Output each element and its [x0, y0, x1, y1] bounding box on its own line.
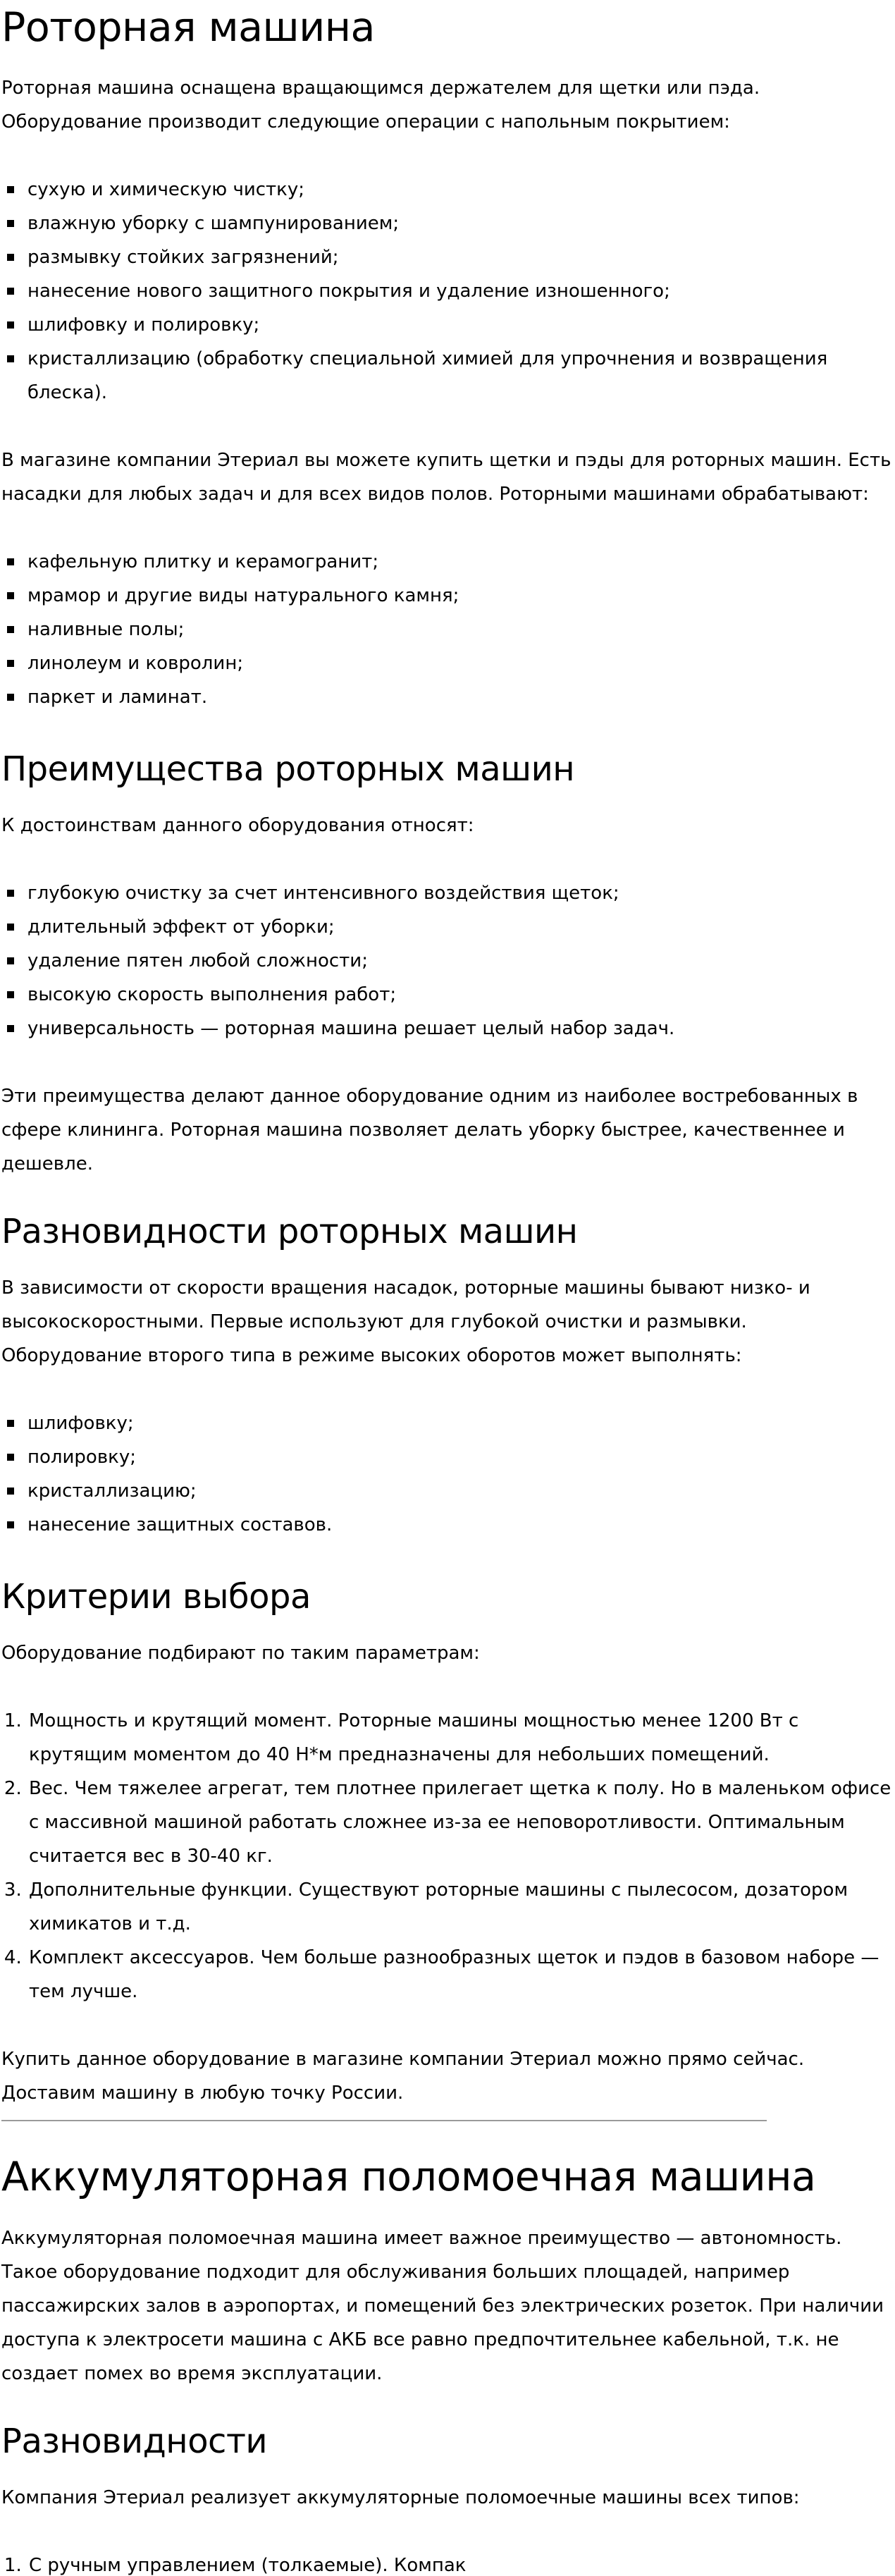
bullet-list-item: размывку стойких загрязнений;	[27, 240, 892, 274]
bullet-list-item: нанесение нового защитного покрытия и удаление изношенного;	[27, 274, 892, 308]
numbered-list-item: 1. С ручным управлением (толкаемые). Компак	[27, 2549, 892, 2576]
bullet-list-item: сухую и химическую чистку;	[27, 173, 892, 207]
numbered-list	[1, 1704, 892, 2008]
bullet-list	[1, 173, 892, 410]
numbered-list-item: 4. Комплект аксессуаров. Чем больше разнообразных щеток и пэдов в базовом наборе — тем лучше.	[27, 1941, 892, 2008]
bullet-list-item: кафельную плитку и керамогранит;	[27, 545, 892, 579]
bullet-list-item: нанесение защитных составов.	[27, 1508, 892, 1542]
numbered-list-item: 3. Дополнительные функции. Существуют роторные машины с пылесосом, дозатором химикатов и т.д.	[27, 1873, 892, 1941]
bullet-list-item: влажную уборку с шампунированием;	[27, 207, 892, 240]
bullet-list	[1, 545, 892, 714]
article-title: Аккумуляторная поломоечная машина	[1, 2154, 816, 2201]
bullet-list-item: глубокую очистку за счет интенсивного воздействия щеток;	[27, 876, 892, 910]
paragraph: Доставим машину в любую точку России.	[1, 2083, 404, 2104]
numbered-list-item: 2. Вес. Чем тяжелее агрегат, тем плотнее прилегает щетка к полу. Но в маленьком офисе с массивной машиной работать сложнее из-за ее неповоротливости. Оптимальным считается вес в 30-40 кг.	[27, 1772, 892, 1873]
numbered-list-item: 1. Мощность и крутящий момент. Роторные машины мощностью менее 1200 Вт с крутящим моментом до 40 Н*м предназначены для небольших помещений.	[27, 1704, 892, 1772]
section-heading: Разновидности	[1, 2421, 268, 2461]
paragraph: Аккумуляторная поломоечная машина имеет важное преимущество — автономность. Такое оборудование подходит для обслуживания больших площадей, например пассажирских залов в аэропортах, и помещений без электрических розеток. При наличии доступа к электросети машина с АКБ все равно предпочтительнее кабельной, т.к. не создает помех во время эксплуатации.	[1, 2227, 884, 2384]
bullet-list-item: паркет и ламинат.	[27, 680, 892, 714]
paragraph: К достоинствам данного оборудования относят:	[1, 815, 474, 837]
paragraph: Купить данное оборудование в магазине компании Этериал можно прямо сейчас.	[1, 2049, 805, 2071]
paragraph: Роторная машина оснащена вращающимся держателем для щетки или пэда.	[1, 78, 760, 99]
section-heading: Разновидности роторных машин	[1, 1212, 578, 1252]
paragraph: Оборудование производит следующие операции с напольным покрытием:	[1, 111, 730, 133]
paragraph: В зависимости от скорости вращения насадок, роторные машины бывают низко- и высокоскоростными. Первые используют для глубокой очистки и размывки. Оборудование второго типа в режиме высоких оборотов может выполнять:	[1, 1277, 810, 1367]
bullet-list-item: мрамор и другие виды натурального камня;	[27, 579, 892, 613]
bullet-list-item: линолеум и ковролин;	[27, 646, 892, 680]
paragraph: Оборудование подбирают по таким параметрам:	[1, 1643, 480, 1664]
bullet-list-item: шлифовку и полировку;	[27, 308, 892, 342]
bullet-list-item: длительный эффект от уборки;	[27, 910, 892, 944]
bullet-list	[1, 1406, 892, 1542]
bullet-list-item: кристаллизацию;	[27, 1474, 892, 1508]
bullet-list-item: наливные полы;	[27, 613, 892, 646]
paragraph: В магазине компании Этериал вы можете купить щетки и пэды для роторных машин. Есть насадки для любых задач и для всех видов полов. Роторными машинами обрабатывают:	[1, 450, 891, 505]
bullet-list-item: высокую скорость выполнения работ;	[27, 978, 892, 1012]
bullet-list-item: полировку;	[27, 1440, 892, 1474]
bullet-list-item: шлифовку;	[27, 1406, 892, 1440]
bullet-list-item: кристаллизацию (обработку специальной химией для упрочнения и возвращения блеска).	[27, 342, 892, 410]
bullet-list-item: универсальность — роторная машина решает целый набор задач.	[27, 1012, 892, 1045]
bullet-list	[1, 876, 892, 1045]
bullet-list-item: удаление пятен любой сложности;	[27, 944, 892, 978]
paragraph: Эти преимущества делают данное оборудование одним из наиболее востребованных в сфере клининга. Роторная машина позволяет делать уборку быстрее, качественнее и дешевле.	[1, 1086, 858, 1175]
paragraph: Компания Этериал реализует аккумуляторные поломоечные машины всех типов:	[1, 2486, 800, 2508]
section-heading: Преимущества роторных машин	[1, 749, 575, 790]
numbered-list	[1, 2549, 892, 2576]
section-divider	[1, 2120, 767, 2121]
section-heading: Критерии выбора	[1, 1577, 311, 1617]
article-title: Роторная машина	[1, 4, 375, 51]
